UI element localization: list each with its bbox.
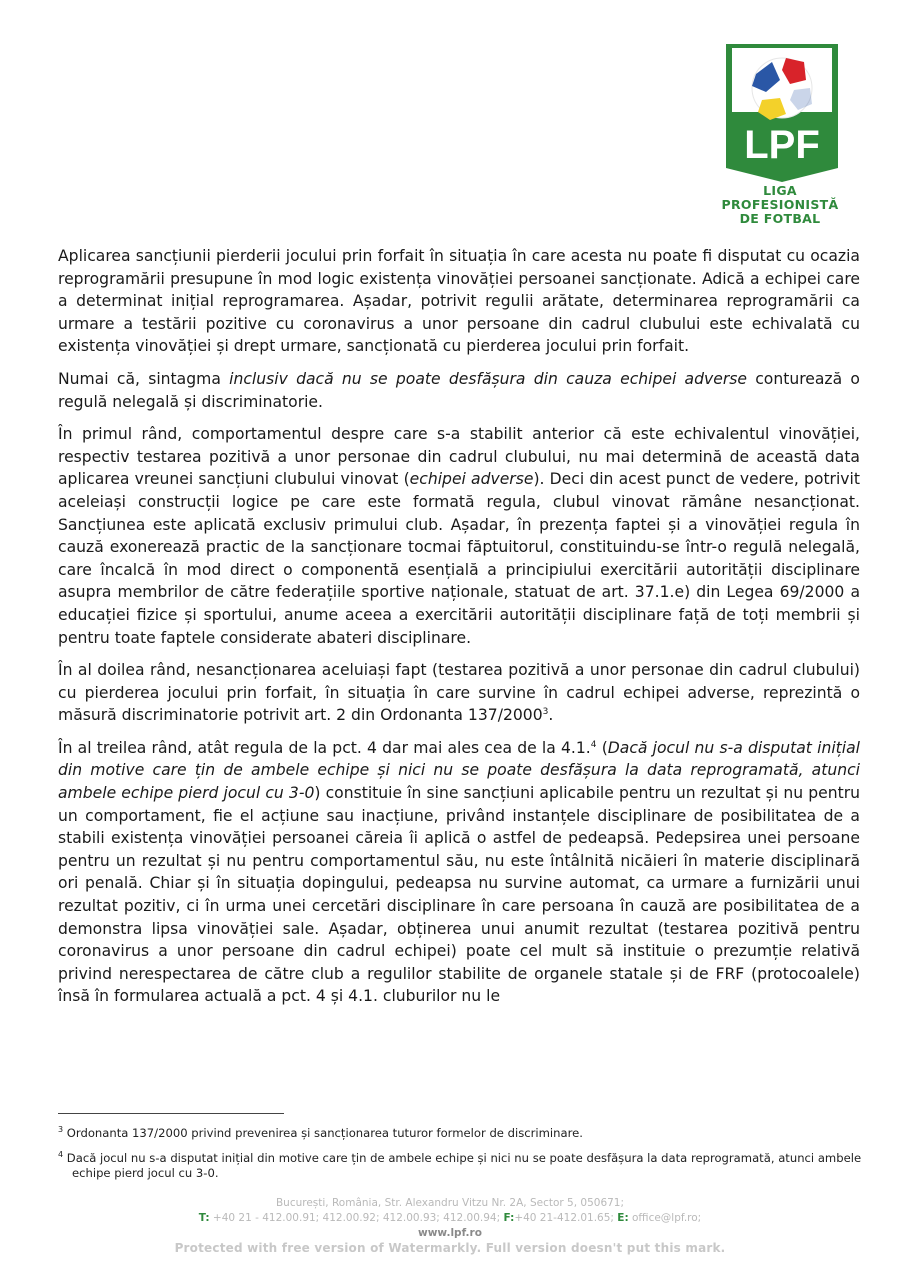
paragraph-2 <box>58 368 860 413</box>
logo-line-1: LIGA <box>763 183 797 198</box>
fax-number: +40 21-412.01.65; <box>514 1212 618 1224</box>
paragraph-4-text: În al doilea rând, nesancționarea aceluiași fapt (testarea pozitivă a unor personae din cadrul clubului) cu pierderea jocului prin forfait, în situația în care survine în cadrul echipei adverse, reprezintă o măsură discriminatorie potrivit art. 2 din Ordonanta 137/2000 <box>58 661 860 725</box>
document-body <box>58 245 860 1018</box>
footnote-3-text: Ordonanta 137/2000 privind prevenirea și sancționarea tuturor formelor de discriminare. <box>66 1125 583 1140</box>
paragraph-5 <box>58 737 860 1008</box>
phone-label: T: <box>198 1212 210 1224</box>
footer-contacts <box>0 1211 900 1226</box>
footnote-divider <box>58 1113 284 1114</box>
paragraph-2-italic: inclusiv dacă nu se poate desfășura din cauza echipei adverse <box>229 369 747 388</box>
footnote-4-number: 4 <box>58 1149 64 1159</box>
paragraph-5-italic: Dacă jocul nu s-a disputat inițial din motive care țin de ambele echipe și nici nu se poate desfășura la data reprogramată, atunci ambele echipe pierd jocul cu 3-0 <box>58 738 861 803</box>
logo-caption <box>700 184 860 226</box>
lpf-logo-shield <box>714 40 850 185</box>
footnote-3 <box>58 1122 863 1141</box>
footnote-ref-3: 3 <box>542 707 549 718</box>
logo-letters: LPF <box>744 123 820 167</box>
footnote-4 <box>58 1147 863 1181</box>
logo-line-3: DE FOTBAL <box>739 211 821 226</box>
fax-label: F: <box>503 1212 515 1224</box>
footnote-3-number: 3 <box>58 1125 64 1134</box>
footer-website: www.lpf.ro <box>418 1227 482 1239</box>
watermark-notice: Protected with free version of Watermarkly. Full version doesn't put this mark. <box>174 1241 726 1255</box>
footnotes <box>58 1122 863 1187</box>
paragraph-1: Aplicarea sancțiunii pierderii jocului prin forfait în situația în care acesta nu poate fi disputat cu ocazia reprogramării presupune în mod logic existența vinovăției persoanei sancționate. Adică a echipei care a determinat inițial reprogramarea. Așadar, potrivit regulii arătate, determinarea reprogramării ca urmare a testării pozitive cu coronavirus a unor persoane din cadrul clubului este echivalată cu existența vinovăției și drept urmare, sancționată cu pierderea jocului prin forfait. <box>58 247 860 356</box>
paragraph-3-text-end: ). Deci din acest punct de vedere, potrivit aceleiași construcții logice pe care este formată regula, clubul vinovat rămâne nesancționat. Sancțiunea este aplicată exclusiv primului club. Așadar, în prezența faptei și a vinovăției regula în cauză exonerează practic de la sancționare tocmai făptuitorul, constituindu-se într-o regulă nelegală, care încalcă în mod direct o componentă esențială a principiului exercitării autorității disciplinare asupra membrilor de către federațiile sportive naționale, statuat de art. 37.1.e) din Legea 69/2000 a educației fizice și sportului, anume aceea a exercitării autorității disciplinare față de toți membrii și pentru toate faptele considerate abateri disciplinare. <box>58 470 860 647</box>
paragraph-2-text-end: conturează o regulă nelegală și discriminatorie. <box>58 369 860 411</box>
logo-line-2: PROFESIONISTĂ <box>721 197 839 212</box>
paragraph-2-text: Numai că, sintagma <box>58 369 230 388</box>
paragraph-4-text-end: . <box>548 706 554 725</box>
paragraph-5-text-end: ) constituie în sine sancțiuni aplicabile pentru un rezultat și nu pentru un comportament, fie el acțiune sau inacțiune, privând instanțele disciplinare de posibilitatea de a stabili existența vinovăției persoanei căreia îi aplică o astfel de pedeapsă. Pedepsirea unei persoane pentru un rezultat și nu pentru comportamentul său, nu este întâlnită nicăieri în materie disciplinară ori penală. Chiar și în situația dopingului, pedeapsa nu survine automat, ca urmare a furnizării unui rezultat pozitiv, ci în urma unei cercetări disciplinare în care persoana în cauză are posibilitatea de a demonstra lipsa vinovăției sale. Așadar, obținerea unui anumit rezultat (testarea pozitivă pentru coronavirus a unor persoane din cadrul echipei) poate cel mult să instituie o prezumție relativă privind nerespectarea de către club a regulilor stabilite de organele statale și de FRF (protocoalele) însă în formularea actuală a pct. 4 și 4.1. cluburilor nu le <box>58 784 860 1006</box>
footer-address: București, România, Str. Alexandru Vitzu Nr. 2A, Sector 5, 050671; <box>275 1197 625 1209</box>
paragraph-3-text: În primul rând, comportamentul despre care s-a stabilit anterior că este echivalentul vinovăției, respectiv testarea pozitivă a unor personae din cadrul clubului, nu mai determină de această data aplicarea vreunei sancțiuni clubului vinovat ( <box>58 425 860 489</box>
phone-numbers: +40 21 - 412.00.91; 412.00.92; 412.00.93; 412.00.94; <box>209 1212 504 1224</box>
email-address: office@lpf.ro; <box>628 1212 702 1224</box>
page-footer <box>0 1196 900 1241</box>
footnote-ref-4: 4 <box>590 739 597 750</box>
footnote-4-text: Dacă jocul nu s-a disputat inițial din motive care țin de ambele echipe și nici nu se poate desfășura la data reprogramată, atunci ambele echipe pierd jocul cu 3-0. <box>66 1150 862 1180</box>
paragraph-5-text: În al treilea rând, atât regula de la pct. 4 dar mai ales cea de la 4.1. <box>58 738 591 757</box>
paragraph-5-paren: ( <box>596 738 608 757</box>
email-label: E: <box>617 1212 629 1224</box>
paragraph-4 <box>58 659 860 727</box>
paragraph-3-italic: echipei adverse <box>409 470 534 489</box>
paragraph-3 <box>58 423 860 649</box>
